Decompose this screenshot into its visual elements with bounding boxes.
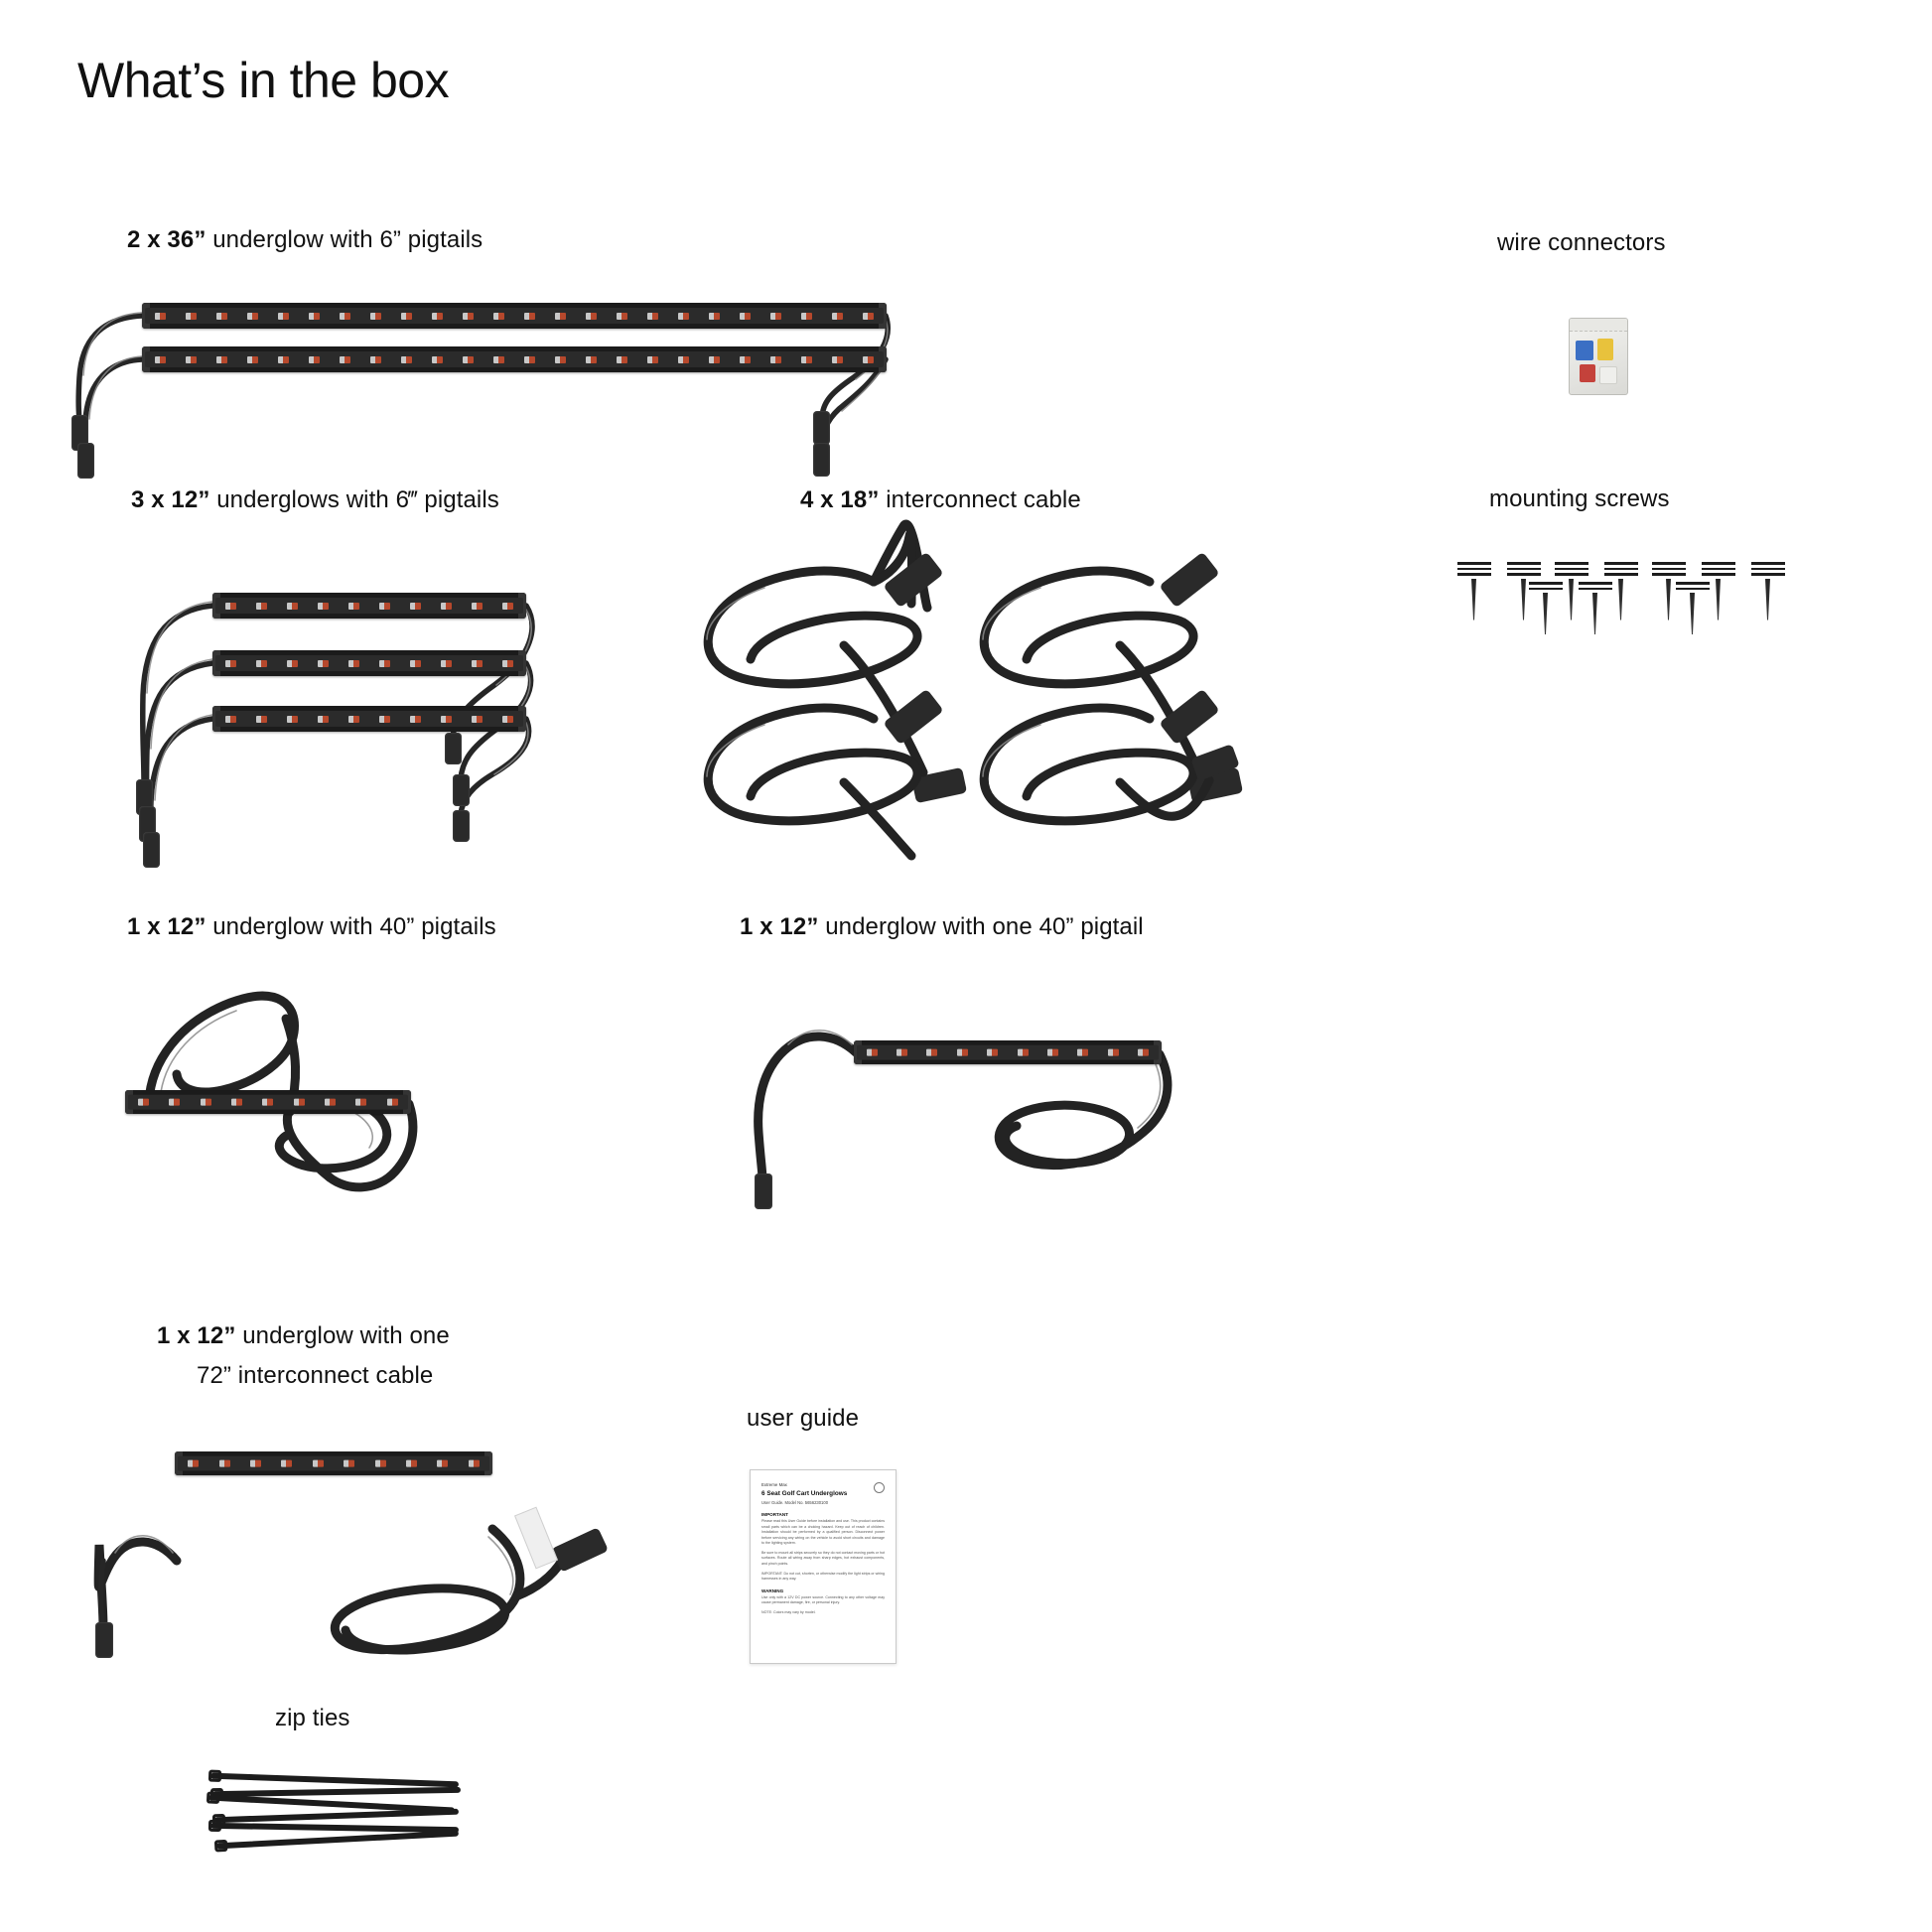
pigtail-connector [445,733,462,764]
label-underglow-12-40-qty: 1 x 12” [127,913,207,940]
guide-note1: IMPORTANT: Do not cut, shorten, or otherwise modify the light strips or wiring harnesses in any way. [761,1571,885,1582]
label-underglow-12-72-desc: underglow with one [235,1322,450,1349]
screw [1688,582,1697,634]
underglow-bar-12in-3 [212,706,526,732]
zip-tie [214,1809,459,1824]
underglow-bar-12in-40pigtails [125,1090,411,1114]
label-wire-connectors: wire connectors [1497,229,1666,256]
screw [1616,562,1625,621]
guide-subtitle: User Guide. Model No. 5656230100 [761,1500,829,1505]
screw [1664,562,1673,621]
bag-seam [1570,319,1627,332]
label-underglow-12-one-40-desc: underglow with one 40” pigtail [818,913,1144,940]
zip-tie [212,1787,461,1797]
screw [1519,562,1528,621]
label-underglow-12-72-line2: 72” interconnect cable [197,1362,434,1389]
label-underglow-12-one-40 [740,913,1144,941]
pigtail-connector [77,443,94,479]
underglow-bar-12in-2 [212,650,526,676]
connector-yellow [1597,339,1613,360]
pigtail-connector [813,443,830,477]
label-mounting-screws: mounting screws [1489,485,1670,512]
bar-led-strip [145,351,884,367]
screw [1590,582,1599,634]
label-underglow-12-40-desc: underglow with 40” pigtails [206,913,496,940]
label-interconnect-18 [800,486,1081,514]
pigtail-connector [453,774,470,806]
bar-led-strip [857,1045,1159,1060]
underglow-bar-12in-1 [212,593,526,619]
label-underglow-12-x3-desc: underglows with 6‴ pigtails [209,486,499,513]
connector-white [1599,366,1617,384]
connector-red [1580,364,1595,382]
guide-brand: Extreme Max [761,1482,787,1487]
page-title: What’s in the box [77,53,450,108]
underglow-bar-12in-72interconnect [175,1451,492,1475]
label-interconnect-18-qty: 4 x 18” [800,486,880,513]
screw [1541,582,1550,634]
label-zip-ties: zip ties [275,1705,350,1731]
label-underglow-12-x3-qty: 3 x 12” [131,486,210,513]
guide-section1-body: Please read this User Guide before installation and use. This product contains small parts which can be a choking hazard. Keep out of reach of children. Installation should be performed by a qualified person. Disconnect power before servicing any wiring on the vehicle to avoid short circuits and damage to the lighting system. [761,1519,885,1546]
underglow-bar-36in-2 [142,346,887,372]
pigtail-connector [143,832,160,868]
label-underglow-12-x3 [131,486,499,514]
label-underglow-12-one-40-qty: 1 x 12” [740,913,819,940]
label-interconnect-18-desc: interconnect cable [879,486,1081,513]
label-underglow-12-72-line1 [157,1322,450,1350]
brand-logo-icon [874,1482,885,1493]
bar-led-strip [178,1456,489,1471]
label-underglow-12-40-pigtails [127,913,496,941]
guide-section1-heading: IMPORTANT [761,1512,788,1517]
guide-note2: NOTE: Colors may vary by model. [761,1609,816,1614]
label-underglow-36 [127,226,483,254]
wire-connectors-bag [1569,318,1628,395]
bar-led-strip [215,598,523,614]
pigtail-connector [755,1173,772,1209]
screw [1567,562,1576,621]
guide-section1-body2: Be sure to mount all strips securely so they do not contact moving parts or hot surfaces. Route all wiring away from sharp edges, hot exhaust components, and pinch points. [761,1550,885,1566]
underglow-bar-12in-one40pigtail [854,1040,1162,1064]
bar-led-strip [215,711,523,727]
pigtail-connector [95,1622,113,1658]
guide-section2-heading: WARNING [761,1587,784,1593]
pigtail-connector [813,411,830,445]
zip-tie [210,1773,459,1788]
bar-led-strip [128,1095,408,1110]
label-user-guide: user guide [747,1405,860,1432]
cable-label-tag [514,1507,558,1570]
screw [1714,562,1723,621]
screw [1763,562,1772,621]
user-guide-booklet [750,1469,897,1664]
underglow-bar-36in-1 [142,303,887,329]
bar-led-strip [215,655,523,671]
guide-section2-body: Use only with a 12V DC power source. Connecting to any other voltage may cause permanent damage, fire, or personal injury. [761,1594,885,1605]
label-underglow-36-qty: 2 x 36” [127,226,207,253]
zip-tie [216,1831,459,1850]
screw [1469,562,1478,621]
label-underglow-12-72-qty: 1 x 12” [157,1322,236,1349]
bar-led-strip [145,308,884,324]
guide-title: 6 Seat Golf Cart Underglows [761,1490,848,1497]
pigtail-connector [453,810,470,842]
connector-blue [1576,341,1593,360]
label-underglow-36-desc: underglow with 6” pigtails [206,226,483,253]
